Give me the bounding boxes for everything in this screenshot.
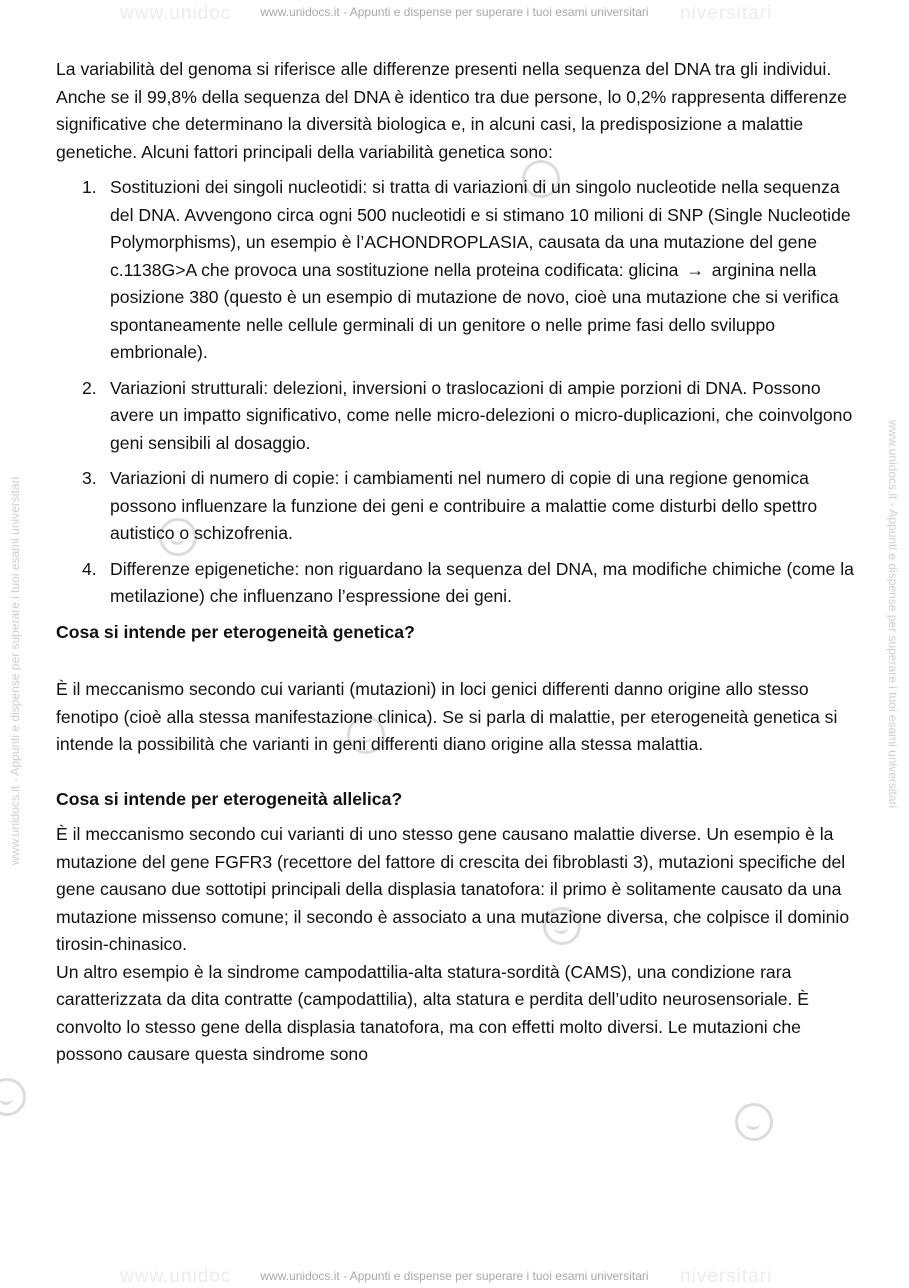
document-body — [56, 56, 856, 1069]
watermark-header: www.unidocs.it - Appunti e dispense per superare i tuoi esami universitari — [260, 5, 649, 19]
list-item-text: Sostituzioni dei singoli nucleotidi: si tratta di variazioni di un singolo nucleotide nella sequenza del DNA. Avvengono circa ogni 500 nucleotidi e si stimano 10 milioni di SNP (Single Nucleotide Polymorphisms), un esempio è l’ACHONDROPLASIA, causata da una mutazione del gene c.1138G>A che provoca una sostituzione nella proteina codificata: glicina — [110, 177, 851, 280]
watermark-logo-icon — [735, 1103, 773, 1141]
intro-paragraph: La variabilità del genoma si riferisce alle differenze presenti nella sequenza del DNA tra gli individui. Anche se il 99,8% della sequenza del DNA è identico tra due persone, lo 0,2% rappresenta differenze significative che determinano la diversità biologica e, in alcuni casi, la predisposizione a malattie genetiche. Alcuni fattori principali della variabilità genetica sono: — [56, 59, 847, 162]
list-number: 4. — [82, 558, 97, 579]
watermark-left-margin: www.unidocs.it - Appunti e dispense per superare i tuoi esami universitari — [8, 476, 22, 865]
list-item-text: Differenze epigenetiche: non riguardano la sequenza del DNA, ma modifiche chimiche (come la metilazione) che influenzano l’espressione dei geni. — [110, 558, 854, 606]
watermark-ghost-right-bottom: niversitari — [680, 1266, 773, 1287]
list-item — [56, 375, 856, 458]
watermark-ghost-left: www.unidoc — [120, 3, 232, 24]
answer-allelic-heterogeneity: È il meccanismo secondo cui varianti di uno stesso gene causano malattie diverse. Un esempio è la mutazione del gene FGFR3 (recettore del fattore di crescita dei fibroblasti 3), mutazioni specifiche del gene causano due sottotipi principali della displasia tanatofora: il primo è solitamente causato da una mutazione missenso comune; il secondo è associato a una mutazione diversa, che colpisce il dominio tirosin-chinasico. — [56, 824, 850, 954]
watermark-right-margin: www.unidocs.it - Appunti e dispense per superare i tuoi esami universitari — [886, 420, 900, 809]
watermark-footer: www.unidocs.it - Appunti e dispense per superare i tuoi esami universitari — [260, 1269, 649, 1283]
list-item-text: Variazioni strutturali: delezioni, inversioni o traslocazioni di ampie porzioni di DNA. Possono avere un impatto significativo, come nelle micro-delezioni o micro-duplicazioni, che coinvolgono geni sensibili al dosaggio. — [110, 377, 853, 453]
question-allelic-heterogeneity: Cosa si intende per eterogeneità allelica? — [56, 788, 403, 809]
list-item-text-continued: arginina nella posizione 380 (questo è un esempio di mutazione de novo, cioè una mutazione che si verifica spontaneamente nelle cellule germinali di un genitore o nelle prime fasi dello sviluppo embrionale). — [110, 259, 839, 362]
answer-genetic-heterogeneity: È il meccanismo secondo cui varianti (mutazioni) in loci genici differenti danno origine allo stesso fenotipo (cioè alla stessa manifestazione clinica). Se si parla di malattie, per eterogeneità genetica si intende la possibilità che varianti in geni differenti diano origine alla stessa malattia. — [56, 679, 838, 754]
list-number: 2. — [82, 377, 97, 398]
list-number: 3. — [82, 468, 97, 488]
list-number: 1. — [82, 177, 97, 197]
list-item — [56, 556, 856, 611]
arrow-icon: → — [686, 259, 704, 280]
watermark-ghost-left-bottom: www.unidoc — [120, 1266, 232, 1287]
answer-allelic-heterogeneity-continued: Un altro esempio è la sindrome campodattilia-alta statura-sordità (CAMS), una condizione rara caratterizzata da dita contratte (campodattilia), alta statura e perdita dell’udito neurosensoriale. È convolto lo stesso gene della displasia tanatofora, ma con effetti molto diversi. Le mutazioni che possono causare questa sindrome sono — [56, 961, 810, 1064]
list-item — [56, 465, 856, 548]
watermark-logo-icon — [0, 1078, 26, 1116]
genetic-variability-factors-list — [56, 174, 856, 611]
list-item-text: Variazioni di numero di copie: i cambiamenti nel numero di copie di una regione genomica possono influenzare la funzione dei geni e contribuire a malattie come disturbi dello spettro autistico o schizofrenia. — [110, 468, 818, 543]
watermark-ghost-right: niversitari — [680, 3, 773, 24]
question-genetic-heterogeneity: Cosa si intende per eterogeneità genetica? — [56, 621, 415, 642]
list-item — [56, 174, 856, 367]
